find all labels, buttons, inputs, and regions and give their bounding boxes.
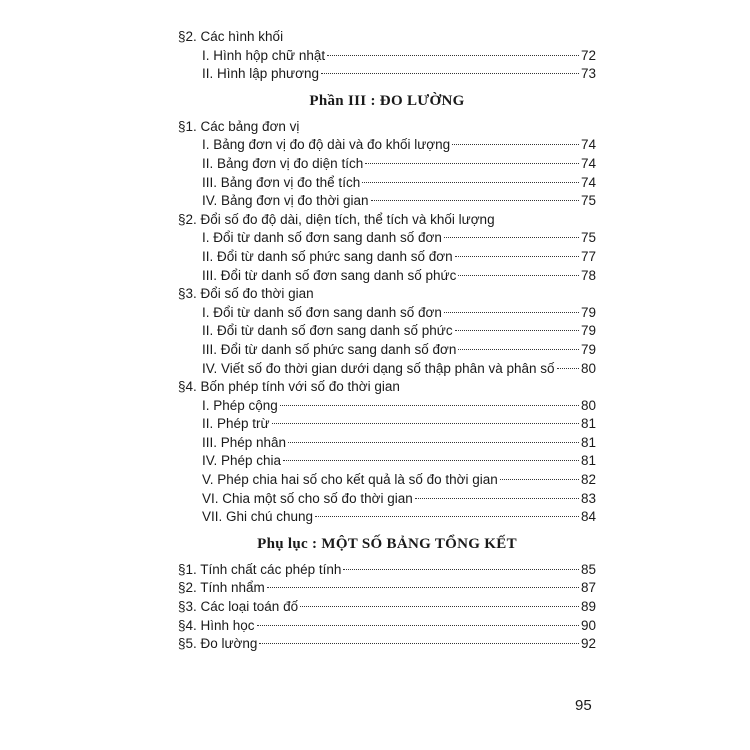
toc-entry-label: III. Bảng đơn vị đo thể tích xyxy=(202,174,361,190)
toc-entry-label: IV. Viết số đo thời gian dưới dạng số thập phân và phân số xyxy=(202,360,555,376)
dot-leader xyxy=(557,368,579,369)
table-of-contents xyxy=(178,28,596,654)
dot-leader xyxy=(444,237,579,238)
toc-entry xyxy=(178,635,596,654)
toc-entry-label: IV. Phép chia xyxy=(202,453,282,469)
toc-entry-label: §2. Tính nhẩm xyxy=(178,580,265,596)
toc-entry xyxy=(178,415,596,434)
toc-entry-page: 80 xyxy=(580,397,596,413)
toc-entry-label: §1. Tính chất các phép tính xyxy=(178,561,342,577)
section-heading-conversion: §2. Đổi số đo độ dài, diện tích, thể tích và khối lượng xyxy=(178,211,495,227)
toc-entry-label: I. Đổi từ danh số đơn sang danh số đơn xyxy=(202,304,442,320)
toc-entry xyxy=(178,47,596,66)
dot-leader xyxy=(415,498,579,499)
section-heading-time-conversion: §3. Đổi số đo thời gian xyxy=(178,286,314,302)
toc-entry xyxy=(178,65,596,84)
dot-leader xyxy=(452,144,579,145)
part-title-measurement: Phần III : ĐO LƯỜNG xyxy=(309,92,465,109)
toc-entry xyxy=(178,248,596,267)
dot-leader xyxy=(267,587,579,588)
toc-entry xyxy=(178,490,596,509)
toc-entry-page: 85 xyxy=(580,561,596,577)
toc-entry-label: I. Đổi từ danh số đơn sang danh số đơn xyxy=(202,230,442,246)
dot-leader xyxy=(455,330,579,331)
toc-entry-page: 92 xyxy=(580,636,596,652)
toc-entry xyxy=(178,397,596,416)
toc-entry xyxy=(178,561,596,580)
toc-entry-label: II. Đổi từ danh số đơn sang danh số phức xyxy=(202,323,453,339)
toc-entry-page: 74 xyxy=(580,155,596,171)
toc-entry-page: 81 xyxy=(580,416,596,432)
section-heading-time-operations: §4. Bốn phép tính với số đo thời gian xyxy=(178,379,400,395)
toc-entry-page: 81 xyxy=(580,434,596,450)
toc-entry-page: 78 xyxy=(580,267,596,283)
toc-entry-page: 73 xyxy=(580,66,596,82)
toc-entry xyxy=(178,579,596,598)
dot-leader xyxy=(458,275,579,276)
dot-leader xyxy=(458,349,579,350)
toc-entry-label: §5. Đo lường xyxy=(178,636,258,652)
dot-leader xyxy=(288,442,579,443)
toc-entry-label: III. Đổi từ danh số phức sang danh số đơn xyxy=(202,341,457,357)
toc-entry-label: II. Hình lập phương xyxy=(202,66,319,82)
section-heading-shapes: §2. Các hình khối xyxy=(178,29,284,44)
toc-entry xyxy=(178,322,596,341)
toc-entry xyxy=(178,452,596,471)
section-heading-unit-tables: §1. Các bảng đơn vị xyxy=(178,118,300,134)
toc-entry-label: I. Bảng đơn vị đo độ dài và đo khối lượng xyxy=(202,137,451,153)
toc-entry-label: II. Bảng đơn vị đo diện tích xyxy=(202,155,364,171)
toc-entry xyxy=(178,229,596,248)
appendix-title: Phụ lục : MỘT SỐ BẢNG TỔNG KẾT xyxy=(257,535,517,552)
toc-entry-page: 83 xyxy=(580,490,596,506)
toc-entry-page: 74 xyxy=(580,174,596,190)
dot-leader xyxy=(327,55,579,56)
toc-entry-label: IV. Bảng đơn vị đo thời gian xyxy=(202,193,369,209)
toc-entry xyxy=(178,360,596,379)
toc-entry xyxy=(178,617,596,636)
toc-entry-page: 89 xyxy=(580,599,596,615)
toc-entry-page: 79 xyxy=(580,323,596,339)
toc-entry xyxy=(178,508,596,527)
dot-leader xyxy=(272,423,579,424)
dot-leader xyxy=(300,606,579,607)
toc-entry-label: §4. Hình học xyxy=(178,617,255,633)
dot-leader xyxy=(365,163,579,164)
toc-entry-page: 84 xyxy=(580,509,596,525)
toc-entry xyxy=(178,192,596,211)
dot-leader xyxy=(283,460,579,461)
dot-leader xyxy=(343,569,579,570)
toc-entry-page: 72 xyxy=(580,47,596,63)
toc-entry-label: III. Phép nhân xyxy=(202,434,287,450)
toc-entry-label: II. Phép trừ xyxy=(202,416,270,432)
toc-entry xyxy=(178,598,596,617)
toc-entry-label: I. Hình hộp chữ nhật xyxy=(202,47,326,63)
toc-entry xyxy=(178,341,596,360)
dot-leader xyxy=(362,182,579,183)
toc-entry-label: V. Phép chia hai số cho kết quả là số đo thời gian xyxy=(202,472,498,488)
toc-entry-page: 77 xyxy=(580,248,596,264)
toc-entry xyxy=(178,304,596,323)
dot-leader xyxy=(371,200,579,201)
dot-leader xyxy=(259,643,579,644)
toc-entry-page: 79 xyxy=(580,304,596,320)
toc-entry-page: 82 xyxy=(580,472,596,488)
toc-entry-label: VII. Ghi chú chung xyxy=(202,509,314,525)
toc-entry-page: 74 xyxy=(580,137,596,153)
toc-entry-page: 75 xyxy=(580,193,596,209)
toc-entry-page: 80 xyxy=(580,360,596,376)
toc-entry-label: III. Đổi từ danh số đơn sang danh số phức xyxy=(202,267,457,283)
toc-entry xyxy=(178,155,596,174)
toc-entry-page: 79 xyxy=(580,341,596,357)
dot-leader xyxy=(500,479,579,480)
page-number: 95 xyxy=(575,697,592,714)
dot-leader xyxy=(444,312,579,313)
dot-leader xyxy=(321,73,579,74)
dot-leader xyxy=(315,516,579,517)
toc-entry-page: 81 xyxy=(580,453,596,469)
toc-entry-label: VI. Chia một số cho số đo thời gian xyxy=(202,490,413,506)
toc-entry-page: 90 xyxy=(580,617,596,633)
dot-leader xyxy=(280,405,579,406)
toc-entry-label: §3. Các loại toán đố xyxy=(178,599,299,615)
toc-entry-page: 75 xyxy=(580,230,596,246)
toc-entry-label: II. Đổi từ danh số phức sang danh số đơn xyxy=(202,248,453,264)
toc-entry-page: 87 xyxy=(580,580,596,596)
toc-entry xyxy=(178,434,596,453)
toc-entry xyxy=(178,174,596,193)
dot-leader xyxy=(257,625,579,626)
toc-entry xyxy=(178,471,596,490)
toc-entry xyxy=(178,136,596,155)
toc-entry xyxy=(178,267,596,286)
dot-leader xyxy=(455,256,579,257)
toc-entry-label: I. Phép cộng xyxy=(202,397,278,413)
